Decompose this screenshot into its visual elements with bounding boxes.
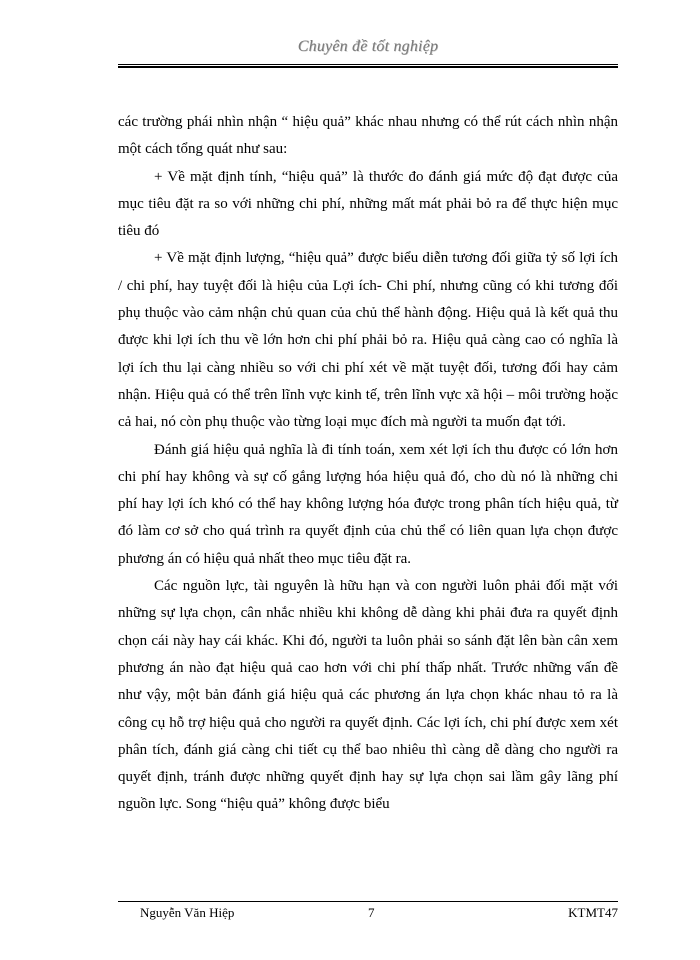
header-title: Chuyên đề tốt nghiệp: [297, 38, 439, 55]
footer-class-code: KTMT47: [568, 905, 618, 920]
header-rule-double: [118, 66, 618, 68]
paragraph-evaluation: Đánh giá hiệu quả nghĩa là đi tính toán, xem xét lợi ích thu được có lớn hơn chi phí hay không và sự cố gắng lượng hóa hiệu quả đó, cho dù nó là những chi phí hay lợi ích khó có thể hay không lượng hóa được trong phân tích hiệu quả, từ đó làm cơ sở cho quá trình ra quyết định của chủ thể có liên quan lựa chọn được phương án có hiệu quả nhất theo mục tiêu đặt ra.: [118, 441, 618, 567]
paragraph-resources: Các nguồn lực, tài nguyên là hữu hạn và con người luôn phải đối mặt với những sự lựa chọn, cân nhắc nhiều khi không dễ dàng khi phải đưa ra quyết định chọn cái này hay cái khác. Khi đó, người ta luôn phải so sánh đặt lên bàn cân xem phương án nào đạt hiệu quả cao hơn với chi phí thấp nhất. Trước những vấn đề như vậy, một bản đánh giá hiệu quả các phương án lựa chọn khác nhau tỏ ra là công cụ hỗ trợ hiệu quả cho người ra quyết định. Các lợi ích, chi phí được xem xét phân tích, đánh giá càng chi tiết cụ thể bao nhiêu thì càng dễ dàng cho người ra quyết định, tránh được những quyết định hay sự lựa chọn sai lầm gây lãng phí nguồn lực. Song “hiệu quả” không được biểu: [118, 578, 618, 813]
paragraph-quantitative: + Về mặt định lượng, “hiệu quả” được biểu diễn tương đối giữa tỷ số lợi ích / chi phí, hay tuyệt đối là hiệu của Lợi ích- Chi phí, nhưng cũng có khi tương đối phụ thuộc vào cảm nhận chủ quan của chủ thể hành động. Hiệu quả là kết quả thu được khi lợi ích thu về lớn hơn chi phí phải bỏ ra. Hiệu quả càng cao có nghĩa là lợi ích thu lại càng nhiều so với chi phí xét về mặt tuyệt đối, tương đối hay cảm nhận. Hiệu quả có thể trên lĩnh vực kinh tế, trên lĩnh vực xã hội – môi trường hoặc cả hai, nó còn phụ thuộc vào từng loại mục đích mà người ta muốn đạt tới.: [118, 250, 618, 431]
header-rule: [118, 64, 618, 65]
page-footer: [140, 905, 618, 925]
footer-rule: [118, 901, 618, 902]
footer-author: Nguyễn Văn Hiệp: [140, 905, 235, 920]
body-text: [118, 109, 618, 819]
paragraph-qualitative: + Về mặt định tính, “hiệu quả” là thước đo đánh giá mức độ đạt được của mục tiêu đặt ra so với những chi phí, những mất mát phải bỏ ra để thực hiện mục tiêu đó: [118, 168, 618, 240]
page-number: 7: [368, 905, 375, 920]
paragraph-continuation: các trường phái nhìn nhận “ hiệu quả” khác nhau nhưng có thể rút cách nhìn nhận một cách tổng quát như sau:: [118, 114, 618, 158]
page-header: [118, 38, 618, 56]
